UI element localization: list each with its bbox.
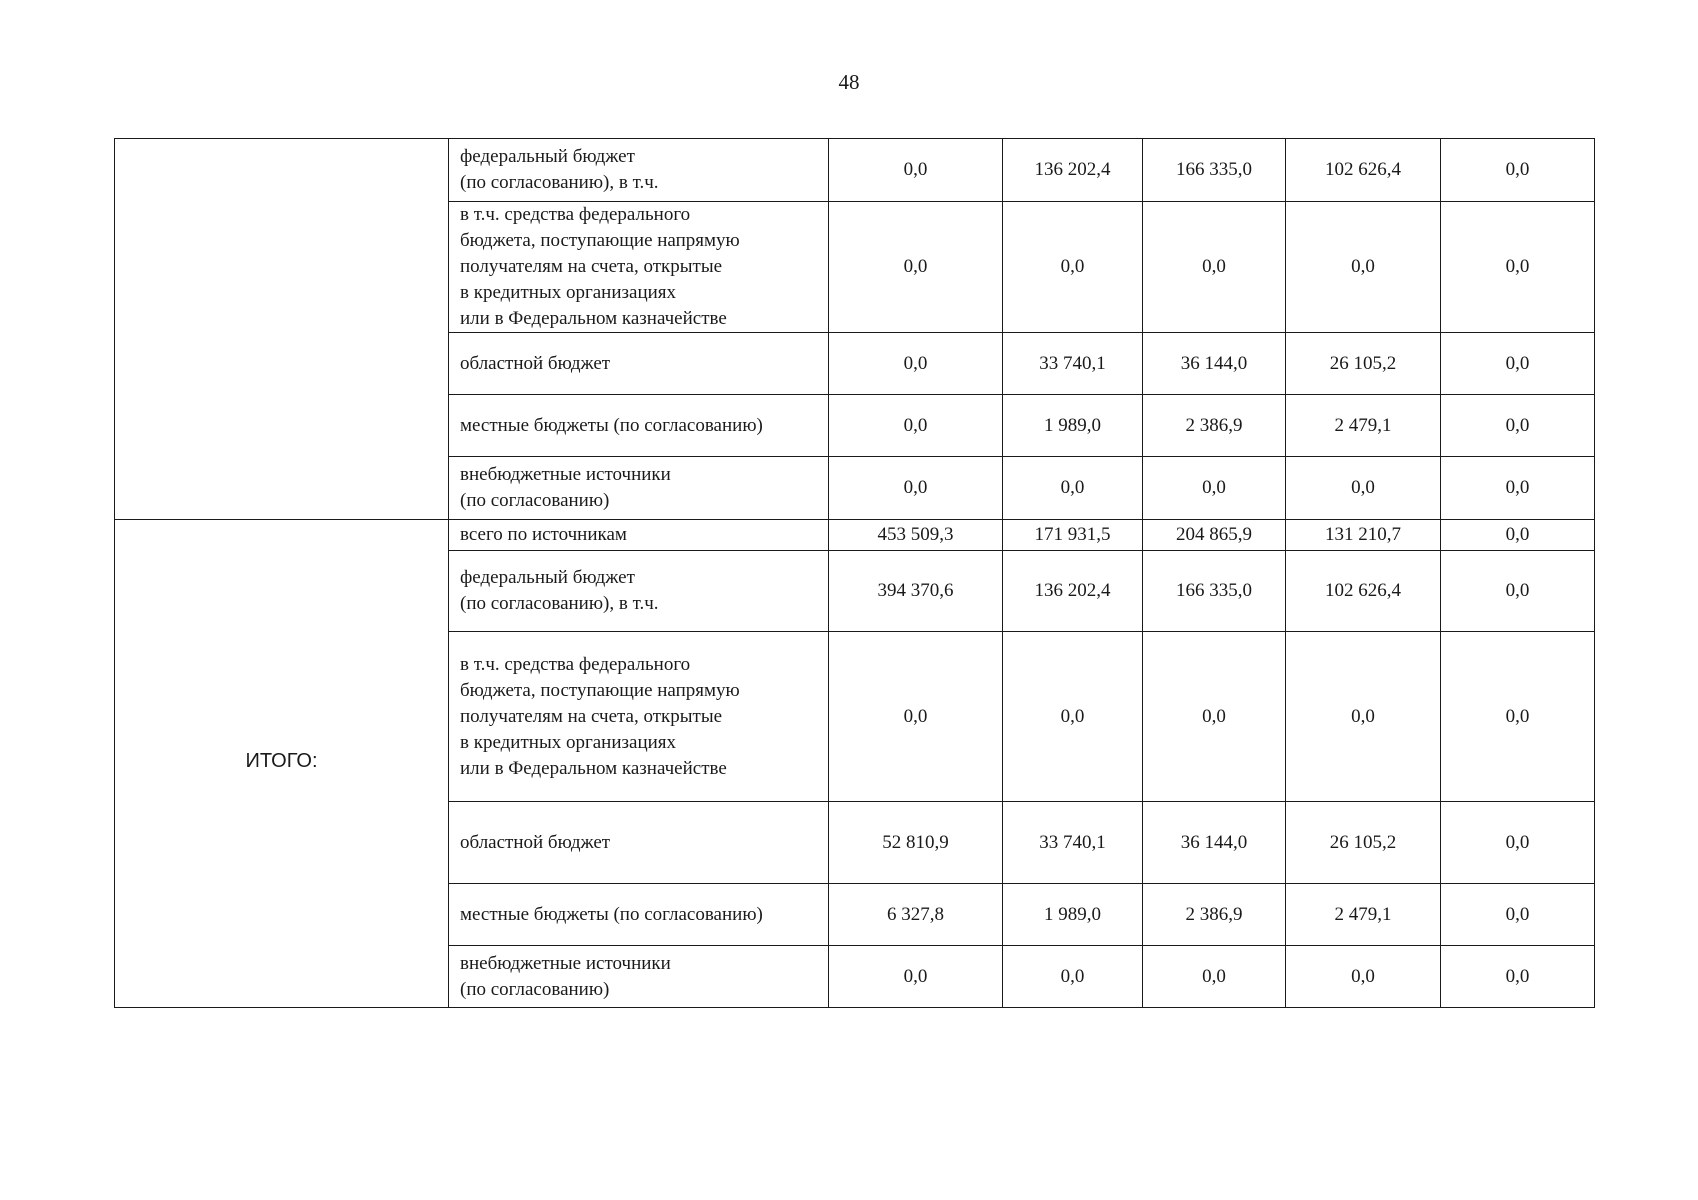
value-cell: 2 479,1 [1286, 395, 1441, 457]
value-cell: 0,0 [829, 333, 1003, 395]
value-cell: 0,0 [1441, 202, 1595, 333]
value-cell: 0,0 [1441, 457, 1595, 520]
value-cell: 0,0 [1143, 946, 1286, 1008]
section-title: ИТОГО: [245, 750, 318, 772]
value-cell: 1 989,0 [1003, 884, 1143, 946]
value-cell: 0,0 [1143, 632, 1286, 802]
row-label: местные бюджеты (по согласованию) [449, 884, 829, 946]
row-label: областной бюджет [449, 802, 829, 884]
value-cell: 0,0 [1286, 457, 1441, 520]
value-cell: 453 509,3 [829, 520, 1003, 551]
value-cell: 36 144,0 [1143, 333, 1286, 395]
row-label: внебюджетные источники (по согласованию) [449, 946, 829, 1008]
value-cell: 204 865,9 [1143, 520, 1286, 551]
row-label: областной бюджет [449, 333, 829, 395]
value-cell: 0,0 [1441, 802, 1595, 884]
table-row [115, 520, 1595, 551]
value-cell: 0,0 [829, 202, 1003, 333]
value-cell: 26 105,2 [1286, 333, 1441, 395]
value-cell: 394 370,6 [829, 551, 1003, 632]
value-cell: 0,0 [829, 139, 1003, 202]
value-cell: 0,0 [1441, 551, 1595, 632]
value-cell: 2 386,9 [1143, 884, 1286, 946]
value-cell: 0,0 [1286, 202, 1441, 333]
value-cell: 166 335,0 [1143, 139, 1286, 202]
value-cell: 0,0 [1441, 520, 1595, 551]
row-label: федеральный бюджет (по согласованию), в т.ч. [449, 551, 829, 632]
value-cell: 2 386,9 [1143, 395, 1286, 457]
value-cell: 136 202,4 [1003, 139, 1143, 202]
value-cell: 131 210,7 [1286, 520, 1441, 551]
value-cell: 0,0 [829, 946, 1003, 1008]
value-cell: 0,0 [1441, 632, 1595, 802]
value-cell: 0,0 [1143, 202, 1286, 333]
value-cell: 0,0 [1286, 632, 1441, 802]
value-cell: 33 740,1 [1003, 333, 1143, 395]
page-number: 48 [838, 70, 860, 94]
value-cell: 0,0 [1143, 457, 1286, 520]
value-cell: 0,0 [1441, 333, 1595, 395]
value-cell: 0,0 [1441, 884, 1595, 946]
value-cell: 171 931,5 [1003, 520, 1143, 551]
value-cell: 2 479,1 [1286, 884, 1441, 946]
value-cell: 102 626,4 [1286, 551, 1441, 632]
value-cell: 0,0 [1286, 946, 1441, 1008]
value-cell: 36 144,0 [1143, 802, 1286, 884]
row-label: местные бюджеты (по согласованию) [449, 395, 829, 457]
value-cell: 0,0 [1441, 946, 1595, 1008]
row-label: в т.ч. средства федерального бюджета, поступающие напрямую получателям на счета, открытые в кредитных организациях или в Федеральном казначействе [449, 202, 829, 333]
value-cell: 102 626,4 [1286, 139, 1441, 202]
value-cell: 0,0 [829, 632, 1003, 802]
row-label: в т.ч. средства федерального бюджета, поступающие напрямую получателям на счета, открытые в кредитных организациях или в Федеральном казначействе [449, 632, 829, 802]
row-label: внебюджетные источники (по согласованию) [449, 457, 829, 520]
row-label: федеральный бюджет (по согласованию), в т.ч. [449, 139, 829, 202]
value-cell: 26 105,2 [1286, 802, 1441, 884]
value-cell: 136 202,4 [1003, 551, 1143, 632]
value-cell: 0,0 [1003, 632, 1143, 802]
value-cell: 0,0 [829, 457, 1003, 520]
value-cell: 0,0 [1003, 457, 1143, 520]
value-cell: 166 335,0 [1143, 551, 1286, 632]
value-cell: 52 810,9 [829, 802, 1003, 884]
value-cell: 0,0 [1003, 202, 1143, 333]
value-cell: 0,0 [1441, 395, 1595, 457]
section-cell [115, 139, 449, 520]
value-cell: 6 327,8 [829, 884, 1003, 946]
value-cell: 1 989,0 [1003, 395, 1143, 457]
value-cell: 0,0 [829, 395, 1003, 457]
row-label: всего по источникам [449, 520, 829, 551]
section-cell [115, 520, 449, 1008]
value-cell: 0,0 [1003, 946, 1143, 1008]
table-row [115, 139, 1595, 202]
value-cell: 0,0 [1441, 139, 1595, 202]
budget-table [114, 138, 1595, 1008]
value-cell: 33 740,1 [1003, 802, 1143, 884]
